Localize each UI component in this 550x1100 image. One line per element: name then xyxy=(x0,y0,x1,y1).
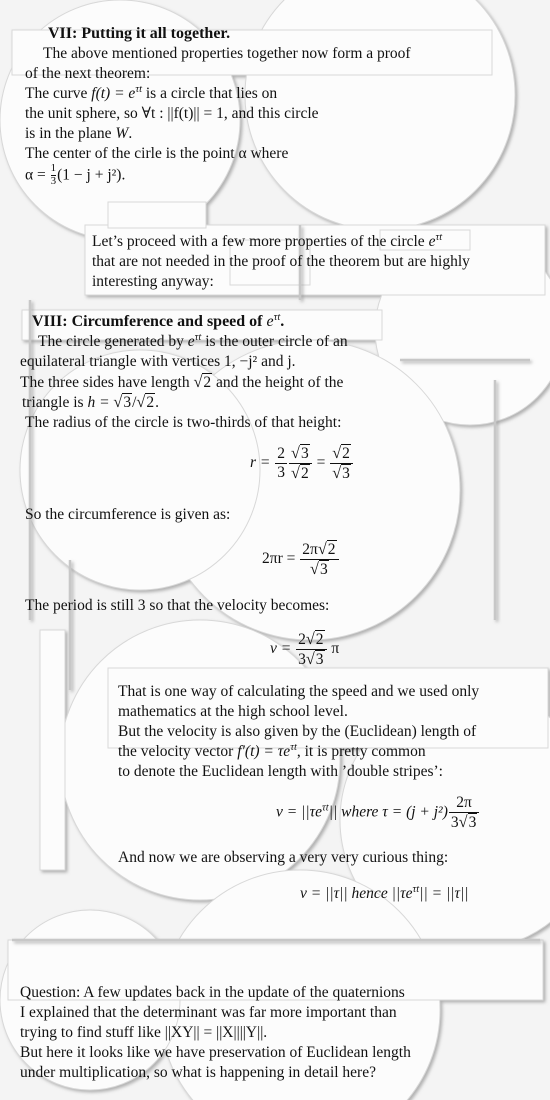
section7-heading: VII: Putting it all together. xyxy=(48,25,231,42)
section8-line3: The three sides have length √2 and the height of the xyxy=(20,373,344,391)
note2-line4: the velocity vector $f'(t) = \tau e^{\tau t}$, it is pretty common xyxy=(118,742,426,760)
section7-curve-line: The curve $f(t) = e^{\tau t}$ is a circle that lies on xyxy=(25,84,278,102)
period-line: The period is still 3 so that the velocity becomes: xyxy=(25,597,330,614)
section8-line4: triangle is h = √3/√2. xyxy=(22,393,159,411)
question-line3: trying to find stuff like ||XY|| = ||X||||Y||. xyxy=(20,1024,268,1041)
question-line1: Question: A few updates back in the update of the quaternions xyxy=(20,984,405,1001)
note1-line2: that are not needed in the proof of the theorem but are highly xyxy=(92,253,470,270)
norm-equation: v = ||τ|| hence $||\tau e^{\tau t}|| = ||\tau||$ xyxy=(300,884,469,902)
section7-intro-line2: of the next theorem: xyxy=(25,65,151,82)
euclidean-velocity-equation: $v = ||\tau e^{\tau t}||$ where τ = (j + j²) $\frac{2\pi}{3√3}$ xyxy=(276,794,480,832)
curious-line: And now we are observing a very very curious thing: xyxy=(118,849,449,866)
section7-center-line: The center of the cirle is the point α where xyxy=(25,145,289,162)
circumference-line: So the circumference is given as: xyxy=(25,506,231,523)
section8-heading: VIII: Circumference and speed of $e^{\tau t}$. xyxy=(32,312,285,330)
section7-intro-line1: The above mentioned properties together now form a proof xyxy=(43,45,411,62)
section8-line1: The circle generated by $e^{\tau t}$ is the outer circle of an xyxy=(38,332,348,350)
note2-line3: But the velocity is also given by the (Euclidean) length of xyxy=(118,723,477,740)
note2-line2: mathematics at the high school level. xyxy=(118,703,348,720)
section7-sphere-line: the unit sphere, so ∀t : ||f(t)|| = 1, and this circle xyxy=(25,105,319,122)
note2-line5: to denote the Euclidean length with ’double stripes’: xyxy=(118,763,443,780)
section8-line5: The radius of the circle is two-thirds of that height: xyxy=(25,414,342,431)
question-line4: But here it looks like we have preservation of Euclidean length xyxy=(20,1044,411,1061)
note1-line3: interesting anyway: xyxy=(92,273,214,290)
velocity-equation: v = $\frac{2√2}{3√3}$ π xyxy=(270,630,340,668)
circumference-equation: 2πr = $\frac{2\pi√2}{√3}$ xyxy=(262,540,340,579)
note2-line1: That is one way of calculating the speed and we used only xyxy=(118,683,480,700)
section8-line2: equilateral triangle with vertices 1, −j² and j. xyxy=(20,353,296,370)
section7-alpha-equation: α = $\frac{1}{3}$ (1 − j + j²). xyxy=(25,162,126,187)
note1-line1: Let’s proceed with a few more properties of the circle $e^{\tau t}$ xyxy=(92,232,443,250)
question-line5: under multiplication, so what is happening in detail here? xyxy=(20,1064,376,1081)
question-line2: I explained that the determinant was far more important than xyxy=(20,1004,397,1021)
section7-plane-line: is in the plane W. xyxy=(25,125,133,142)
radius-equation: r = $\frac{2}{3}$ $\frac{√3}{√2}$ = $\frac{√2}{√3}$ xyxy=(250,444,354,483)
